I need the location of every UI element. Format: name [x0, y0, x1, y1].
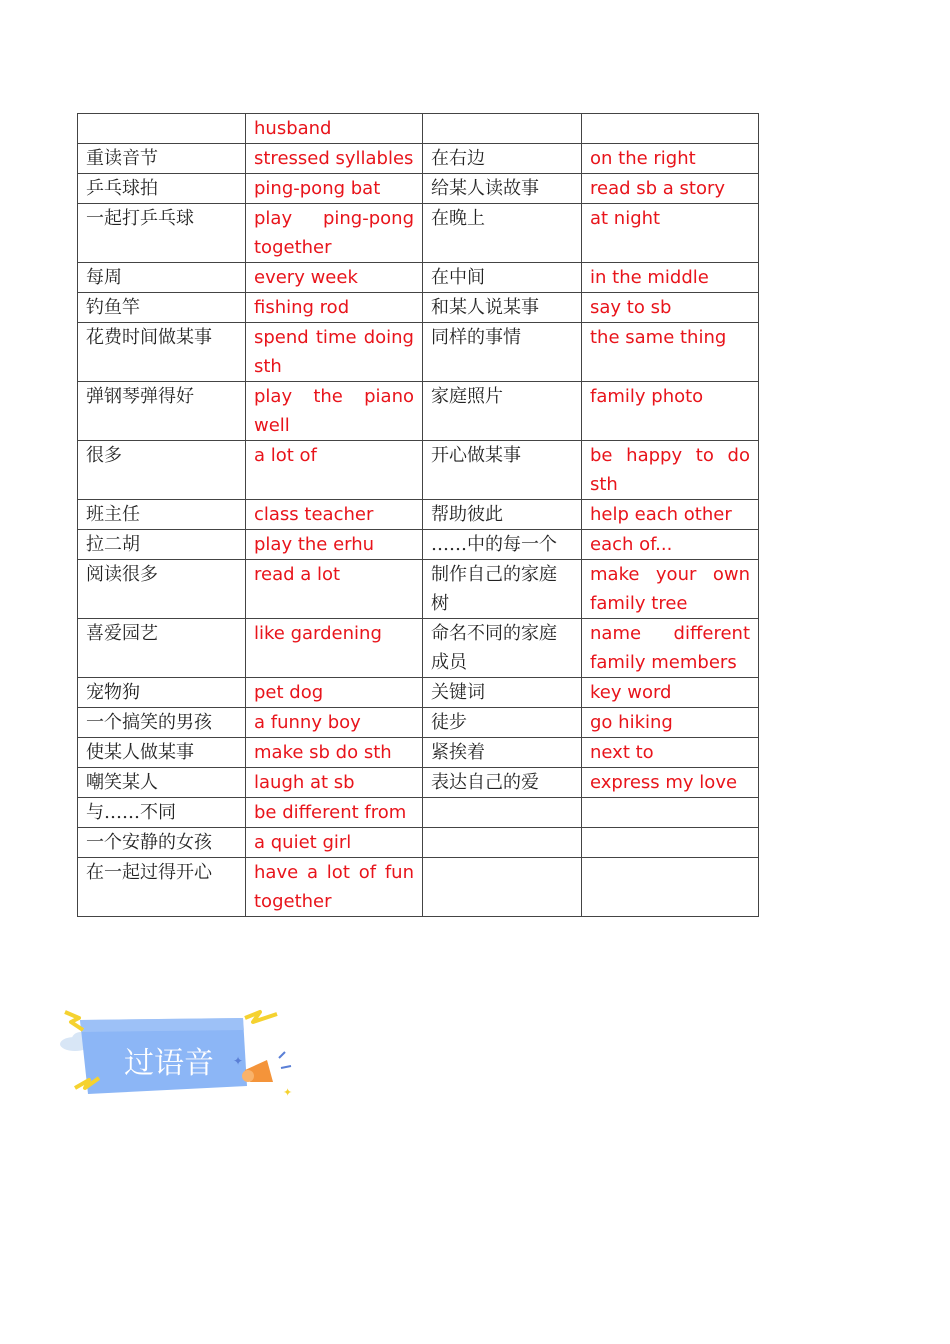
chinese-term-cell: 重读音节: [78, 144, 246, 174]
chinese-term-cell: [78, 114, 246, 144]
english-phrase-cell: help each other: [582, 500, 759, 530]
english-phrase-cell: on the right: [582, 144, 759, 174]
english-phrase-cell: have a lot of fun together: [246, 858, 423, 917]
table-row: [78, 174, 759, 204]
english-phrase-cell: read a lot: [246, 560, 423, 619]
chinese-term-cell: 给某人读故事: [423, 174, 582, 204]
english-phrase-cell: play ping-pong together: [246, 204, 423, 263]
megaphone-icon: [242, 1052, 291, 1082]
english-phrase-cell: express my love: [582, 768, 759, 798]
chinese-term-cell: ……中的每一个: [423, 530, 582, 560]
table-row: [78, 144, 759, 174]
chinese-term-cell: [423, 798, 582, 828]
section-banner: [55, 1008, 305, 1108]
english-phrase-cell: a quiet girl: [246, 828, 423, 858]
english-phrase-cell: [582, 858, 759, 917]
chinese-term-cell: 嘲笑某人: [78, 768, 246, 798]
table-row: [78, 114, 759, 144]
english-phrase-cell: read sb a story: [582, 174, 759, 204]
english-phrase-cell: ping-pong bat: [246, 174, 423, 204]
table-row: [78, 678, 759, 708]
chinese-term-cell: 弹钢琴弹得好: [78, 382, 246, 441]
table-row: [78, 560, 759, 619]
english-phrase-cell: laugh at sb: [246, 768, 423, 798]
chinese-term-cell: 表达自己的爱: [423, 768, 582, 798]
english-phrase-cell: next to: [582, 738, 759, 768]
chinese-term-cell: 拉二胡: [78, 530, 246, 560]
english-phrase-cell: name different family members: [582, 619, 759, 678]
table-row: [78, 382, 759, 441]
table-row: [78, 619, 759, 678]
table-row: [78, 500, 759, 530]
table-row: [78, 530, 759, 560]
english-phrase-cell: family photo: [582, 382, 759, 441]
chinese-term-cell: 班主任: [78, 500, 246, 530]
lightning-icon: [245, 1012, 277, 1022]
english-phrase-cell: make sb do sth: [246, 738, 423, 768]
english-phrase-cell: the same thing: [582, 323, 759, 382]
english-phrase-cell: husband: [246, 114, 423, 144]
english-phrase-cell: a funny boy: [246, 708, 423, 738]
chinese-term-cell: 在一起过得开心: [78, 858, 246, 917]
english-phrase-cell: key word: [582, 678, 759, 708]
english-phrase-cell: be happy to do sth: [582, 441, 759, 500]
chinese-term-cell: 一起打乒乓球: [78, 204, 246, 263]
english-phrase-cell: spend time doing sth: [246, 323, 423, 382]
sparkle-icon: ✦: [283, 1086, 293, 1099]
english-phrase-cell: [582, 828, 759, 858]
chinese-term-cell: 徒步: [423, 708, 582, 738]
english-phrase-cell: every week: [246, 263, 423, 293]
english-phrase-cell: play the piano well: [246, 382, 423, 441]
table-row: [78, 708, 759, 738]
chinese-term-cell: 每周: [78, 263, 246, 293]
english-phrase-cell: go hiking: [582, 708, 759, 738]
english-phrase-cell: [582, 114, 759, 144]
chinese-term-cell: 钓鱼竿: [78, 293, 246, 323]
chinese-term-cell: 一个安静的女孩: [78, 828, 246, 858]
banner-graphic: [55, 1008, 305, 1108]
chinese-term-cell: 喜爱园艺: [78, 619, 246, 678]
english-phrase-cell: at night: [582, 204, 759, 263]
table-row: [78, 858, 759, 917]
chinese-term-cell: 在中间: [423, 263, 582, 293]
chinese-term-cell: 家庭照片: [423, 382, 582, 441]
chinese-term-cell: 使某人做某事: [78, 738, 246, 768]
table-row: [78, 828, 759, 858]
table-row: [78, 798, 759, 828]
chinese-term-cell: 花费时间做某事: [78, 323, 246, 382]
chinese-term-cell: [423, 828, 582, 858]
chinese-term-cell: 在右边: [423, 144, 582, 174]
chinese-term-cell: 同样的事情: [423, 323, 582, 382]
table-row: [78, 263, 759, 293]
chinese-term-cell: 一个搞笑的男孩: [78, 708, 246, 738]
chinese-term-cell: 乒乓球拍: [78, 174, 246, 204]
english-phrase-cell: make your own family tree: [582, 560, 759, 619]
table-row: [78, 738, 759, 768]
english-phrase-cell: fishing rod: [246, 293, 423, 323]
english-phrase-cell: a lot of: [246, 441, 423, 500]
table-row: [78, 323, 759, 382]
english-phrase-cell: [582, 798, 759, 828]
banner-title: 过语音: [124, 1046, 214, 1081]
sparkle-icon: ✦: [233, 1054, 244, 1068]
chinese-term-cell: 阅读很多: [78, 560, 246, 619]
chinese-term-cell: 很多: [78, 441, 246, 500]
table-row: [78, 768, 759, 798]
english-phrase-cell: be different from: [246, 798, 423, 828]
chinese-term-cell: 在晚上: [423, 204, 582, 263]
english-phrase-cell: pet dog: [246, 678, 423, 708]
english-phrase-cell: say to sb: [582, 293, 759, 323]
chinese-term-cell: [423, 114, 582, 144]
chinese-term-cell: 宠物狗: [78, 678, 246, 708]
chinese-term-cell: 命名不同的家庭成员: [423, 619, 582, 678]
english-phrase-cell: like gardening: [246, 619, 423, 678]
chinese-term-cell: 关键词: [423, 678, 582, 708]
chinese-term-cell: 和某人说某事: [423, 293, 582, 323]
chinese-term-cell: 帮助彼此: [423, 500, 582, 530]
table-row: [78, 441, 759, 500]
table-row: [78, 293, 759, 323]
english-phrase-cell: play the erhu: [246, 530, 423, 560]
chinese-term-cell: 与……不同: [78, 798, 246, 828]
chinese-term-cell: [423, 858, 582, 917]
vocab-table: [77, 113, 759, 917]
english-phrase-cell: in the middle: [582, 263, 759, 293]
table-row: [78, 204, 759, 263]
chinese-term-cell: 开心做某事: [423, 441, 582, 500]
english-phrase-cell: each of...: [582, 530, 759, 560]
english-phrase-cell: stressed syllables: [246, 144, 423, 174]
english-phrase-cell: class teacher: [246, 500, 423, 530]
chinese-term-cell: 制作自己的家庭树: [423, 560, 582, 619]
vocab-table-body: [78, 114, 759, 917]
chinese-term-cell: 紧挨着: [423, 738, 582, 768]
